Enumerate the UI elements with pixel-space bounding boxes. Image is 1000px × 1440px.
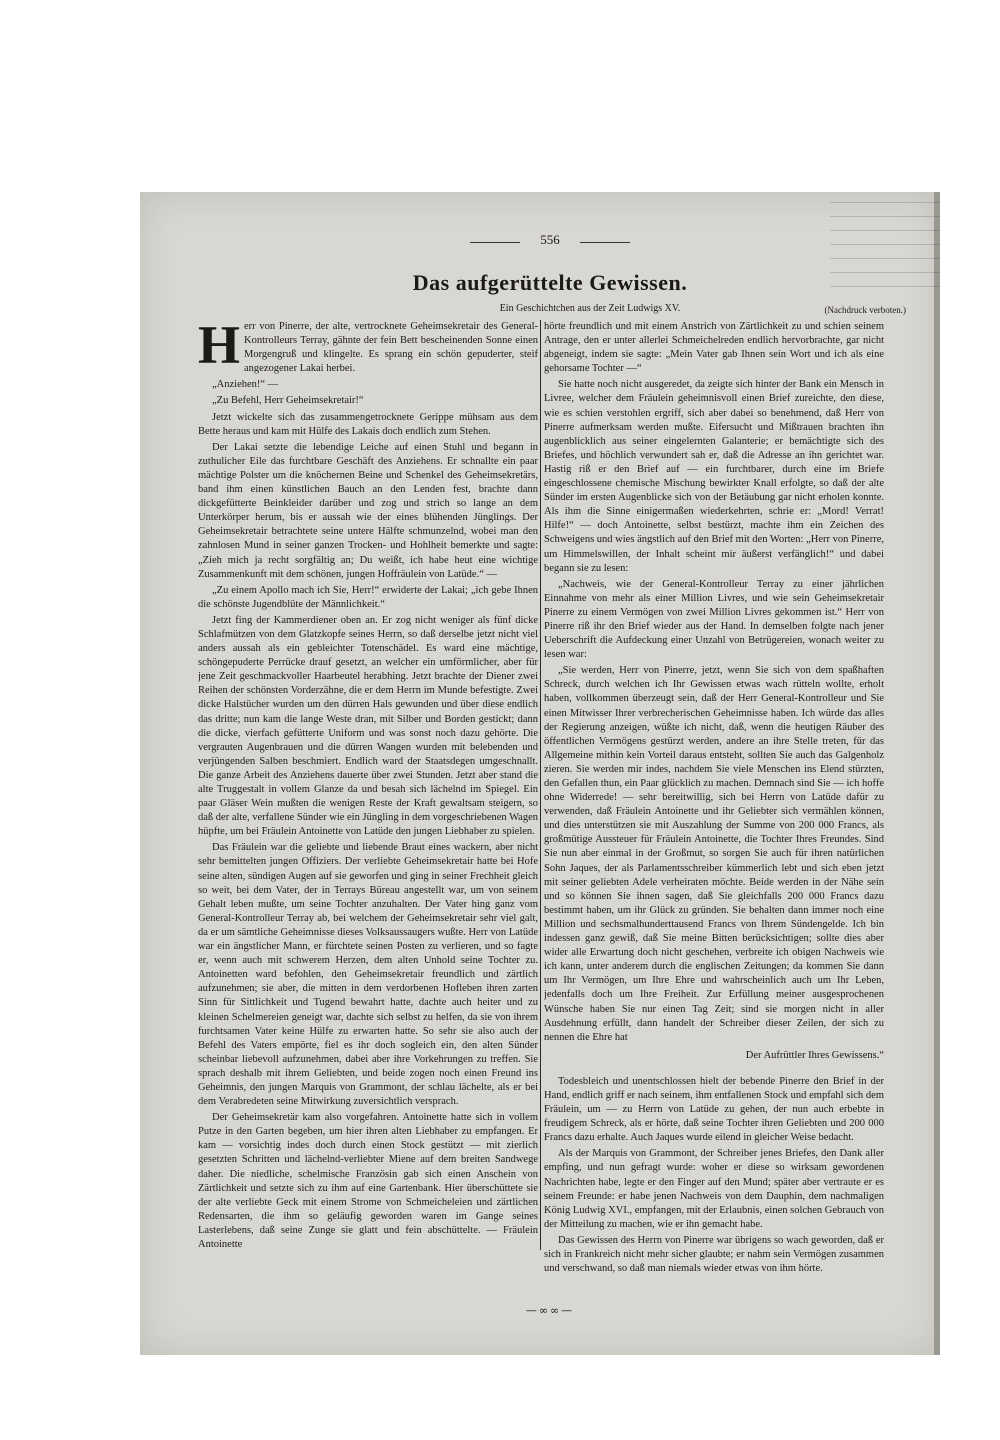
- header-rule-left: [470, 242, 520, 243]
- paragraph: Der Lakai setzte die lebendige Leiche auf einen Stuhl und begann in zuthulicher Eile das furchtbare Geschäft des Anziehens. Er schnallte ein paar mächtige Polster um die knöchernen Beine und Schenkel des Geheimsekretärs, band ihm einen künstlichen Bauch an den Lenden fest, brachte dann dickgefütterte Beinkleider darüber und zog und strich so lange an dem Unterkörper herum, bis er aussah wie der eines blühenden Jünglings. Der Geheimsekretair betrachtete seine untere Hälfte schmunzelnd, wobei man den zahnlosen Mund in seiner ganzen Trocken- und Hohlheit bemerkte und sagte: „Zieh mich ja recht sorgfältig an; Du weißt, ich habe heut eine wichtige Zusammenkunft mit dem schönen, jungen Hoffräulein von Latüde.“ —: [198, 441, 538, 580]
- paragraph: Sie hatte noch nicht ausgeredet, da zeigte sich hinter der Bank ein Mensch in Livree, welcher dem Fräulein geheimnisvoll einen Brief zureichte, den diese, wie es schien verstohlen ergriff, sich aber dabei so benehmend, daß Herr von Pinerre aufmerksam werden mußte. Eifersucht und Mißtrauen brachten ihn augenblicklich aus seiner eingelernten Galanterie; er bemächtigte sich des Briefes, und höchlich verwundert sah er, daß die Adresse an ihn gerichtet war. Hastig riß er den Brief auf — ein furchtbarer, durch eine im Briefe eingeschlossene chemische Mischung bewirkter Knall erfolgte, so daß der alte Sünder im ersten Augenblicke sich von der Betäubung gar nicht erholen konnte. Als ihm die Sinne einigermaßen wiederkehrten, schrie er: „Mord! Verrat! Hilfe!“ — doch Antoinette, selbst bestürzt, machte ihm ein Zeichen des Schweigens und wies ängstlich auf den Brief mit den Worten: „Herr von Pinerre, um Himmelswillen, der Inhalt scheint mir äußerst verfänglich!“ und dabei begann sie zu lesen:: [544, 379, 884, 574]
- show-through-text: [830, 202, 940, 292]
- right-column: [544, 320, 884, 1330]
- reprint-notice: (Nachdruck verboten.): [824, 305, 906, 315]
- paragraph: Todesbleich und unentschlossen hielt der bebende Pinerre den Brief in der Hand, endlich griff er nach seinem, ihm entfallenen Stock und empfahl sich dem Fräulein, um — zu Herrn von Latüde zu gehen, der nun auch erbebte in freudigem Schreck, als er hörte, daß seine Tochter ihren Geliebten und 200 000 Francs dazu erhalte. Auch Jaques wurde eilend in gleicher Weise bedacht.: [544, 1075, 884, 1144]
- drop-cap: H: [198, 320, 241, 375]
- article-title: Das aufgerüttelte Gewissen.: [412, 270, 688, 295]
- left-column: [198, 320, 538, 1330]
- paragraph: Jetzt fing der Kammerdiener oben an. Er zog nicht weniger als fünf dicke Schlafmützen von dem Glatzkopfe seines Herrn, so daß derselbe jetzt nicht viel anders aussah als ein gebleichter Totenschädel. Es ward eine mächtige, schöngepuderte Perrücke drauf gesetzt, an welcher ein umförmlicher, aber für jene Zeit geschmackvoller Haarbeutel herabhing. Jetzt brachte der Diener zwei Reihen der schönsten Vorderzähne, die er dem Herrn im Munde befestigte. Zwei dicke Halstücher wurden um den dürren Hals gewunden und über diese endlich das dritte; nun kam die lange Weste dran, mit Silber und Borden gestickt; dann die dicke, vierfach gefütterte Uniform und was sonst noch dazu gehörte. Die vergrauten Augenbrauen und die dürren Wangen wurden mit belebenden und verjüngenden Salben beschmiert. Endlich ward der Staatsdegen umgeschnallt. Die ganze Arbeit des Anziehens dauerte über zwei Stunden. Jetzt aber stand die alte Truggestalt in vollem Glanze da und besah sich lächelnd im Spiegel. Ein paar Gläser Wein mußten die wenigen Reste der Kraft gewaltsam steigern, so daß der alte, verfallene Sünder wie ein Jüngling in dem vorgeschriebenen Wagen hüpfte, um bei Fräulein Antoinette von Latüde den jungen Liebhaber zu spielen.: [198, 614, 538, 838]
- paragraph: Der Geheimsekretär kam also vorgefahren. Antoinette hatte sich in vollem Putze in den Garten begeben, um hier ihren alten Liebhaber zu empfangen. Er kam — vorsichtig indes doch durch einen Stock gestützt — mit zierlich gesetzten Schritten und lächelnd-verliebter Miene auf dem breiten Sandwege daher. Die niedliche, schelmische Französin gab sich einen Anschein von Zärtlichkeit und setzte sich zu ihm auf eine Gartenbank. Hier überschüttete sie der alte verliebte Geck mit einem Strome von Schmeicheleien und zärtlichen Redensarten, die ihm so geläufig geworden waren im Gange seines Lasterlebens, daß seine Zunge sie glatt und fein abschüttelte. — Fräulein Antoinette: [198, 1112, 538, 1250]
- letter-signature: Der Aufrüttler Ihres Gewissens.“: [745, 1049, 884, 1061]
- paragraph: Das Gewissen des Herrn von Pinerre war übrigens so wach geworden, daß er sich in Frankreich nicht mehr sicher glaubte; er nahm sein Vermögen zusammen und verschwand, so daß man niemals wieder etwas von ihm hörte.: [544, 1234, 884, 1275]
- end-ornament: —∞∞—: [525, 1304, 575, 1317]
- paragraph: „Anziehen!“ —: [212, 379, 279, 391]
- paragraph: Das Fräulein war die geliebte und liebende Braut eines wackern, aber nicht sehr bemittelten jungen Offiziers. Der verliebte Geheimsekretair hatte bei Hofe seine alten, sündigen Augen auf sie geworfen und ging in seiner Frechheit gleich so weit, bei dem Vater, der in Terrays Büreau angestellt war, um von seinem Gehalt leben mußte, um seine Tochter anzuhalten. Der Vater hing ganz vom General-Kontrolleur Terray ab, bei welchem der Geheimsekretair sehr viel galt, da er um sämtliche Geheimnisse dieses Volksaussaugers wußte. Herr von Latüde war ein ängstlicher Mann, er fürchtete seinen Posten zu verlieren, und so fagte er, wenn auch mit schwerem Herzen, dem alten Unhold seine Tochter zu. Antoinetten ward befohlen, den Geheimsekretair freundlich und zärtlich aufzunehmen; sie aber, die mitten in dem verdorbenen Hofleben ihren zarten Sinn für Sittlichkeit und Tugend bewahrt hatte, dachte auch heiter und zu kleinen Schelmereien geneigt war, dachte sich selbst zu helfen, da sie von ihrem furchtsamen Vater keine Hülfe zu erwarten hatte. So sehr sie also auch der Befehl des Vaters empörte, fiel es ihr doch sogleich ein, den alten Sünder scheinbar liebevoll aufzunehmen, dabei aber ihre Vorkehrungen zu treffen. Sie sprach deshalb mit ihrem Geliebten, und beide zogen noch einen Freund ins Geheimnis, den jungen Marquis von Grammont, der schlau lächelte, als er bei dem Verabredeten seine Mitwirkung zuversichtlich versprach.: [198, 842, 538, 1108]
- article-subtitle: Ein Geschichtchen aus der Zeit Ludwigs XV.: [499, 303, 681, 314]
- paragraph: hörte freundlich und mit einem Anstrich von Zärtlichkeit zu und schien seinem Antrage, den er unter allerlei Schmeichelreden endlich hervorbrachte, gar nicht abgeneigt, indem sie sagte: „Mein Vater gab Ihnen sein Wort und ich als eine gehorsame Tochter —“: [544, 321, 884, 375]
- paragraph: „Zu einem Apollo mach ich Sie, Herr!“ erwiderte der Lakai; „ich gebe Ihnen die schönste Jugendblüte der Männlichkeit.“: [198, 584, 538, 610]
- paragraph: Als der Marquis von Grammont, der Schreiber jenes Briefes, den Dank aller empfing, und nun gefragt wurde: woher er diese so wirksam gewordenen Nachrichten habe, legte er den Finger auf den Mund; später aber vertraute er es seinem Freunde: er habe jenen Nachweis von dem Dauphin, dem nachmaligen König Ludwig XVI., empfangen, mit der Erlaubnis, einen solchen Gebrauch von der Mitteilung zu machen, wie er ihn gemacht habe.: [544, 1148, 884, 1230]
- paragraph: „Sie werden, Herr von Pinerre, jetzt, wenn Sie sich von dem spaßhaften Schreck, durch welchen ich Ihr Gewissen etwas wach rütteln wollte, erholt haben, vollkommen überzeugt sein, daß der Herr General-Kontrolleur und Sie einen Mitwisser Ihrer verbrecherischen Geheimnisse haben. Ich würde das alles der Regierung anzeigen, wüßte ich nicht, daß, wenn die heutigen Räuber des öffentlichen Vermögens gestürzt werden, andere an ihre Stelle treten, für das Allgemeine mithin kein Vorteil daraus entsteht, sollten Sie auch das Galgenholz zieren. Sie werden mir indes, nachdem Sie viele Menschen ins Elend stürzten, den Gefallen thun, ein Paar glücklich zu machen. Demnach sind Sie — ich hoffe ohne Widerrede! — sehr bereitwillig, sich bei Herrn von Latüde dafür zu verwenden, daß Fräulein Antoinette und ihr Geliebter sich vermählen können, und dies unterstützen sie mit Auszahlung der Summe von 200 000 Francs, als großmütige Aussteuer für Fräulein Antoinette, die Tochter Ihres Freundes. Sind Sie nun aber einmal in der Großmut, so sorgen Sie auch für ihren natürlichen Sohn Jaques, der als Parlamentsschreiber kümmerlich lebt und sich eben jetzt mit seiner geliebten Adele verheiraten möchte. Beide werden in der Nähe sein und so können Sie ihnen sagen, daß Sie gleichfalls 200 000 Francs dazu bestimmt haben, um ihr Glück zu gründen. Sie behalten dann immer noch eine Million und sechsmalhunderttausend Francs von Ihrem Sündengelde. Ich bin indessen ganz gewiß, daß Sie meine Bitten berücksichtigen; sollte dies aber wider alle Erwartung doch nicht geschehen, verbreite ich obigen Nachweis wie ich kann, unter anderem durch die englischen Zeitungen; da kommen Sie dann um Ihr Vermögen, um Ihre Ehre und wahrscheinlich auch um Ihr Leben, jedenfalls doch um Ihre Freiheit. Zur Erfüllung meiner ausgesprochenen Wünsche haben Sie nur einen Tag Zeit; sind sie morgen nicht in aller Ausdehnung erfüllt, dann handelt der Schreiber dieser Zeilen, der sich zu nennen die Ehre hat: [544, 665, 884, 1043]
- paragraph: Jetzt wickelte sich das zusammengetrocknete Gerippe mühsam aus dem Bette heraus und kam mit Hülfe des Lakais doch endlich zum Stehen.: [198, 411, 538, 437]
- page-edge-shadow: [934, 192, 940, 1355]
- header-rule-right: [580, 242, 630, 243]
- newspaper-page: [140, 192, 940, 1355]
- column-divider: [540, 320, 541, 1250]
- paragraph: „Nachweis, wie der General-Kontrolleur Terray zu einer jährlichen Einnahme von mehr als einer Million Livres, und wie sein Geheimsekretair Pinerre zu einem Vermögen von zwei Million Livres gekommen ist.“ Herr von Pinerre riß ihr den Brief wieder aus der Hand. In demselben folgte nach jener Ueberschrift die Aufdeckung einer Unzahl von Betrügereien, wonach weiter zu lesen war:: [544, 578, 884, 661]
- page-number: 556: [540, 232, 560, 247]
- paragraph: err von Pinerre, der alte, vertrocknete Geheimsekretair des General-Kontrolleurs Terray, gähnte der fein Bett bescheinenden Sonne einen Morgengruß und klingelte. Es sprang ein schön gepuderter, steif angezogener Lakai herbei.: [244, 321, 538, 375]
- paragraph: „Zu Befehl, Herr Geheimsekretair!“: [212, 395, 364, 407]
